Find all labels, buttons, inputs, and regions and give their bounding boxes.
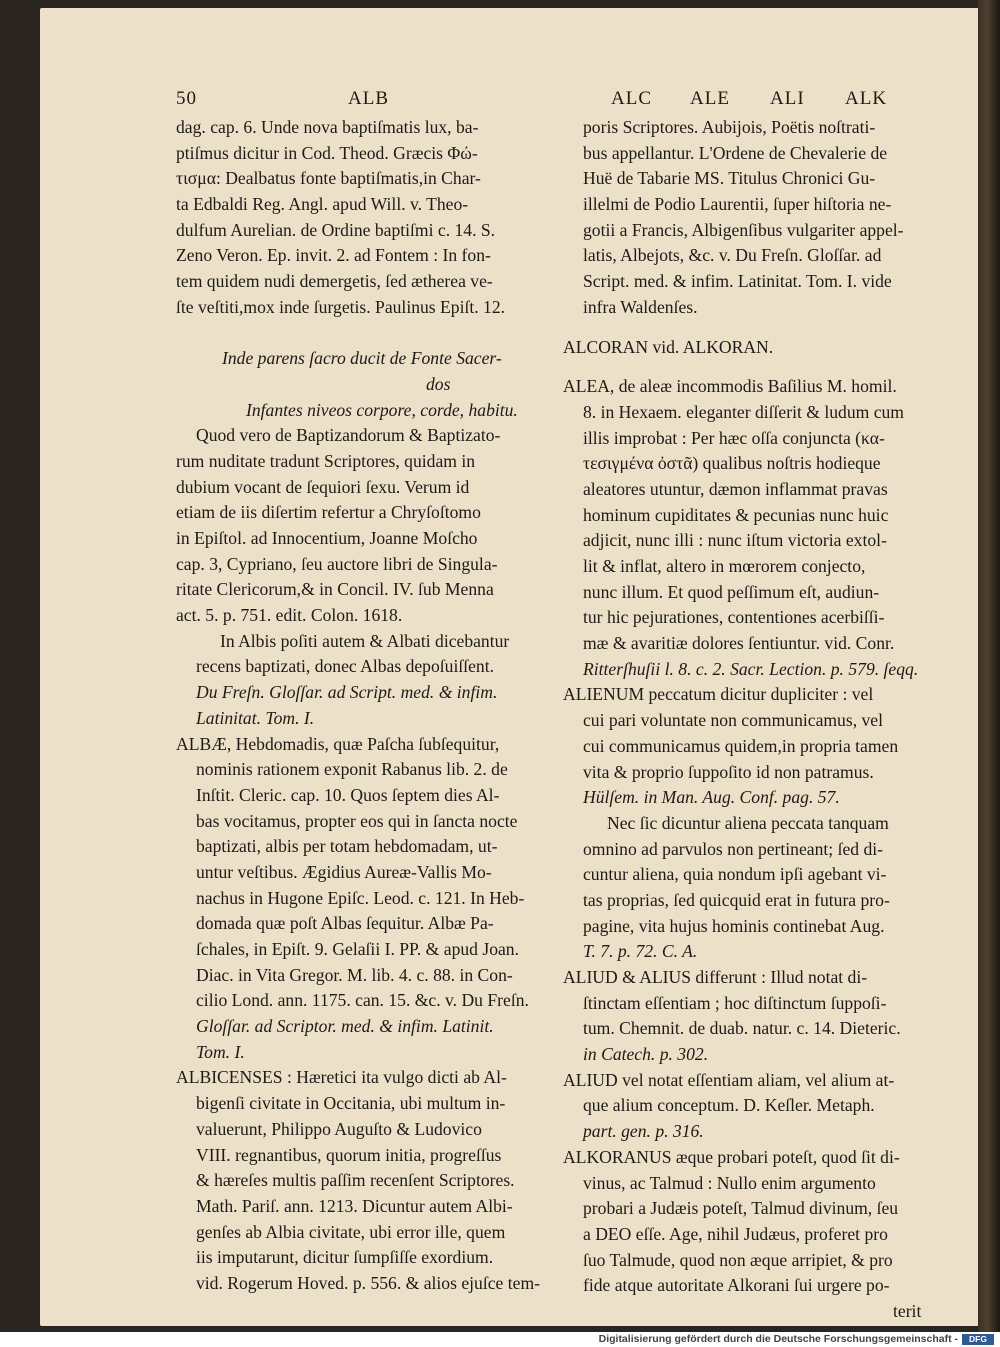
running-head-3: ALI [770, 88, 805, 109]
right-column [563, 115, 935, 1325]
text-line: omnino ad parvulos non pertineant; ſed di- [583, 838, 884, 859]
text-line: ſtinctam eſſentiam ; hoc diſtinctum ſuppoſi- [583, 992, 887, 1013]
running-head-4: ALK [845, 88, 888, 109]
text-line: dulfum Aurelian. de Ordine baptiſmi c. 14. S. [176, 219, 496, 240]
text-line: poris Scriptores. Aubijois, Poëtis noſtrati- [583, 117, 876, 137]
text-line: vid. Rogerum Hoved. p. 556. & alios ejuſce tem- [196, 1272, 540, 1293]
text-line: nachus in Hugone Epiſc. Leod. c. 121. In Heb- [196, 887, 525, 908]
text-line: cap. 3, Cypriano, ſeu auctore libri de Singula- [176, 553, 498, 574]
text-line: genſes ab Albia civitate, ubi error ille, quem [196, 1221, 506, 1242]
text-line: cui communicamus quidem,in propria tamen [583, 735, 899, 756]
text-line: illelmi de Podio Laurentii, ſuper hiſtoria ne- [583, 194, 892, 215]
text-line: illis improbat : Per hæc oſſa conjuncta (κα- [583, 427, 885, 448]
text-line: Huë de Tabarie MS. Titulus Chronici Gu- [583, 168, 876, 189]
footer-credit: Digitalisierung gefördert durch die Deutsche Forschungsgemeinschaft - [598, 1333, 958, 1345]
left-running-head: ALB [348, 88, 389, 109]
text-line: infra Waldenſes. [583, 296, 698, 317]
entry-line: ALIUD & ALIUS differunt : Illud notat di- [563, 967, 868, 987]
text-line: iis imputarunt, dicitur ſumpſiſſe exordium. [196, 1247, 494, 1268]
entry-line: ALEA, de aleæ incommodis Baſilius M. homil. [563, 376, 897, 397]
text-line: Diac. in Vita Gregor. M. lib. 4. c. 88. in Con- [196, 964, 513, 985]
text-line: In Albis poſiti autem & Albati dicebantur [220, 630, 510, 651]
text-line: tur hic pejurationes, contentiones acerbiſſi- [583, 607, 885, 628]
text-line: pagine, vita hujus hominis continebat Aug. [583, 915, 885, 936]
entry-line: ALCORAN vid. ALKORAN. [563, 336, 774, 357]
text-line: ritate Clericorum,& in Concil. IV. ſub Menna [176, 579, 494, 600]
text-line: ſchales, in Epiſt. 9. Gelaſii I. PP. & apud Joan. [196, 939, 520, 959]
spacer [563, 321, 935, 335]
text-line: gotii a Francis, Albigenſibus vulgariter appel- [583, 219, 904, 240]
text-line: ptiſmus dicitur in Cod. Theod. Græcis Φώ- [176, 142, 478, 163]
entry-line: ALKORANUS æque probari poteſt, quod ſit di- [563, 1146, 900, 1167]
text-line: vita & proprio ſuppoſito id non patramus. [583, 761, 874, 782]
text-line: cui pari voluntate non communicamus, vel [583, 710, 883, 731]
running-head-2: ALE [690, 88, 730, 109]
text-line: valuerunt, Philippo Auguſto & Ludovico [196, 1118, 482, 1139]
verse-line: Inde parens ſacro ducit de Fonte Sacer- [222, 348, 502, 369]
spacer [563, 360, 935, 374]
text-line: Inſtit. Cleric. cap. 10. Quos ſeptem dies Al- [196, 784, 500, 805]
text-line: act. 5. p. 751. edit. Colon. 1618. [176, 605, 403, 626]
entry-line: ALBÆ, Hebdomadis, quæ Paſcha ſubſequitur, [176, 733, 500, 754]
text-line: ſte veſtiti,mox inde ſurgetis. Paulinus Epiſt. 12. [176, 296, 506, 317]
text-line: untur veſtibus. Ægidius Aureæ-Vallis Mo- [196, 861, 492, 882]
text-line: ſuo Talmude, quod non æque arripiet, & pro [583, 1249, 893, 1270]
verse-line: dos [426, 373, 451, 394]
text-line: dubium vocant de ſequiori ſexu. Verum id [176, 476, 470, 497]
text-line: tum. Chemnit. de duab. natur. c. 14. Dieteric. [583, 1018, 901, 1039]
left-column [176, 115, 548, 1297]
text-line: bas vocitamus, propter eos qui in ſancta nocte [196, 810, 518, 831]
book-edge [978, 0, 1000, 1332]
text-line: a DEO eſſe. Age, nihil Judæus, proferet pro [583, 1223, 888, 1244]
text-line: cilio Lond. ann. 1175. can. 15. &c. v. Du Freſn. [196, 990, 529, 1011]
text-line: τεσιγμένα ὀστᾶ) qualibus noſtris hodieque [583, 453, 881, 474]
text-line: Zeno Veron. Ep. invit. 2. ad Fontem : In fon- [176, 245, 491, 266]
text-line: Math. Pariſ. ann. 1213. Dicuntur autem Albi- [196, 1195, 513, 1216]
text-line: rum nuditate tradunt Scriptores, quidam in [176, 450, 476, 471]
blank-line [176, 321, 548, 347]
text-line: part. gen. p. 316. [583, 1121, 704, 1142]
text-line: nunc illum. Et quod peſſimum eſt, audiun- [583, 581, 880, 602]
text-line: T. 7. p. 72. C. A. [583, 941, 698, 962]
text-line: Script. med. & infim. Latinitat. Tom. I. vide [583, 271, 892, 292]
text-line: lit & inflat, altero in mœrorem conjecto, [583, 556, 866, 576]
text-line: que alium conceptum. D. Keſler. Metaph. [583, 1095, 875, 1116]
text-line: tem quidem nudi demergetis, ſed ætherea ve- [176, 271, 493, 292]
text-line: 8. in Hexaem. eleganter diſſerit & ludum cum [583, 401, 904, 422]
entry-line: ALIENUM peccatum dicitur dupliciter : vel [563, 684, 874, 705]
text-line: Ritterſhuſii l. 8. c. 2. Sacr. Lection. p. 579. ſeqq. [583, 658, 919, 679]
text-line: probari a Judæis poteſt, Talmud divinum, ſeu [583, 1198, 899, 1219]
text-line: τισμα: Dealbatus fonte baptiſmatis,in Char- [176, 168, 481, 189]
text-line: baptizati, albis per totam hebdomadam, ut- [196, 836, 498, 857]
verse-line: Infantes niveos corpore, corde, habitu. [246, 399, 518, 420]
text-line: ta Edbaldi Reg. Angl. apud Will. v. Theo- [176, 194, 469, 215]
text-line: nominis rationem exponit Rabanus lib. 2. de [196, 759, 508, 780]
text-line: bigenſi civitate in Occitania, ubi multum in- [196, 1093, 506, 1114]
page-number: 50 [176, 88, 197, 109]
text-line: Tom. I. [196, 1041, 245, 1062]
text-line: fide atque autoritate Alkorani ſui urgere po- [583, 1275, 890, 1296]
text-line: Gloſſar. ad Scriptor. med. & infim. Latinit. [196, 1016, 494, 1037]
text-line: Hülſem. in Man. Aug. Conf. pag. 57. [583, 787, 840, 808]
text-line: cuntur aliena, quia nondum ipſi agebant vi- [583, 864, 887, 885]
text-line: etiam de iis diſertim refertur a Chryſoſtomo [176, 502, 481, 523]
text-line: adjicit, nunc illi : nunc iſtum victoria extol- [583, 530, 887, 551]
text-line: Quod vero de Baptizandorum & Baptizato- [196, 425, 501, 446]
text-line: & hæreſes multis paſſim recenſent Scriptores. [196, 1170, 515, 1191]
catchword: terit [893, 1300, 922, 1321]
text-line: Nec ſic dicuntur aliena peccata tanquam [607, 812, 889, 833]
text-line: hominum cupiditates & pecunias nunc huic [583, 504, 889, 525]
text-line: bus appellantur. L'Ordene de Chevalerie de [583, 142, 888, 163]
text-line: domada quæ poſt Albas ſequitur. Albæ Pa- [196, 913, 494, 934]
text-line: recens baptizati, donec Albas depoſuiſſent. [196, 656, 495, 677]
text-line: mæ & avaritiæ dolores ſentiuntur. vid. Conr. [583, 633, 895, 654]
text-line: Latinitat. Tom. I. [196, 707, 315, 728]
text-line: VIII. regnantibus, quorum initia, progreſſus [196, 1144, 502, 1165]
text-line: tas proprias, ſed quicquid erat in futura pro- [583, 889, 890, 910]
text-line: in Epiſtol. ad Innocentium, Joanne Moſcho [176, 528, 478, 548]
text-line: aleatores utuntur, dæmon inflammat pravas [583, 478, 888, 499]
dfg-logo: DFG [962, 1334, 994, 1345]
digitization-footer [0, 1332, 1000, 1347]
text-line: vinus, ac Talmud : Nullo enim argumento [583, 1172, 876, 1193]
entry-line: ALIUD vel notat eſſentiam aliam, vel alium at- [563, 1069, 895, 1090]
running-head-1: ALC [611, 88, 652, 109]
text-line: Du Freſn. Gloſſar. ad Script. med. & infim. [196, 682, 498, 703]
entry-line: ALBICENSES : Hæretici ita vulgo dicti ab Al- [176, 1067, 507, 1088]
text-line: latis, Albejots, &c. v. Du Freſn. Gloſſar. ad [583, 245, 882, 266]
text-line: in Catech. p. 302. [583, 1044, 709, 1065]
text-line: dag. cap. 6. Unde nova baptiſmatis lux, ba- [176, 117, 479, 137]
